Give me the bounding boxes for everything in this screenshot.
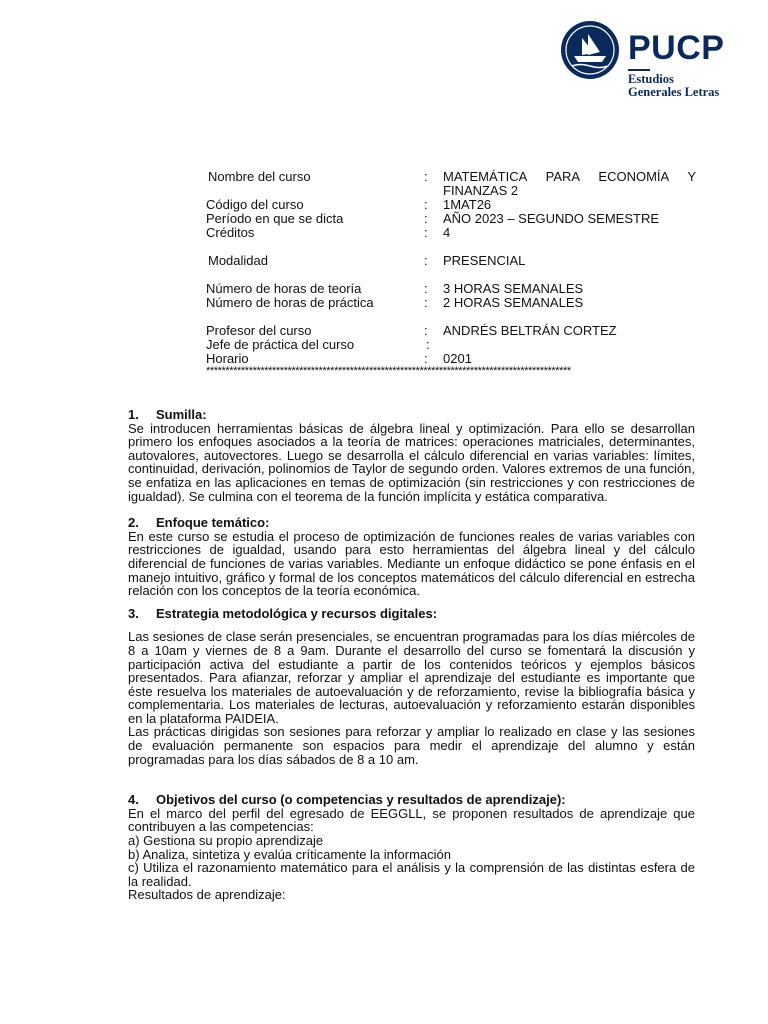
info-label: Período en que se dicta (206, 211, 344, 226)
info-row-jefe-practica (206, 338, 696, 352)
info-label: Modalidad (208, 253, 268, 268)
objective-item: b) Analiza, sintetiza y evalúa críticamente la información (128, 846, 451, 862)
info-colon: : (424, 295, 428, 310)
info-label: Horario (206, 351, 249, 366)
info-label: Profesor del curso (206, 323, 312, 338)
info-label: Número de horas de teoría (206, 281, 362, 296)
info-label: Créditos (206, 225, 255, 240)
section-title: Estrategia metodológica y recursos digitales: (156, 605, 438, 621)
section-number: 2. (128, 515, 139, 531)
info-value: ANDRÉS BELTRÁN CORTEZ (443, 323, 617, 338)
info-colon: : (424, 281, 428, 296)
course-info-table (206, 170, 696, 376)
section-text-enfoque: En este curso se estudia el proceso de optimización de funciones reales de varias variables con restricciones de igualdad, usando para esto herramientas del álgebra lineal y del cálculo diferencial de funciones de varias variables. Mediante un enfoque didáctico se pone énfasis en el manejo intuitivo, gráfico y formal de los conceptos matemáticos del cálculo diferencial en estrecha relación con los conceptos de la teoría económica. (128, 528, 695, 599)
section-text-estrategia-2: Las prácticas dirigidas son sesiones para reforzar y ampliar lo realizado en clase y las sesiones de evaluación permanente son espacios para medir el aprendizaje del alumno y están programadas para los días sábados de 8 a 10 am. (128, 724, 695, 767)
info-value: PRESENCIAL (443, 253, 526, 268)
info-value (443, 338, 696, 352)
info-value: 1MAT26 (443, 197, 492, 212)
info-value (443, 170, 696, 198)
logo-divider (628, 69, 650, 71)
info-row-creditos (206, 226, 696, 240)
info-colon: : (424, 169, 428, 184)
section-heading-objetivos (128, 793, 695, 807)
info-colon: : (424, 211, 428, 226)
info-value: 4 (443, 225, 451, 240)
info-row-horario (206, 352, 696, 366)
section-heading-enfoque (128, 516, 695, 530)
info-colon: : (424, 253, 428, 268)
info-row-nombre (206, 170, 696, 198)
logo-subtitle-line1: Estudios (628, 72, 674, 86)
info-label: Jefe de práctica del curso (206, 337, 355, 352)
info-row-codigo (206, 198, 696, 212)
section-text-objetivos-intro: En el marco del perfil del egresado de EEGGLL, se proponen resultados de aprendizaje que contribuyen a las competencias: (128, 805, 695, 835)
info-colon: : (426, 337, 430, 352)
objective-item: a) Gestiona su propio aprendizaje (128, 833, 324, 849)
document-body (128, 408, 695, 902)
objective-item: c) Utiliza el razonamiento matemático para el análisis y la comprensión de las distintas esfera de la realidad. (128, 860, 695, 889)
section-title: Enfoque temático: (156, 515, 270, 531)
info-value: 2 HORAS SEMANALES (443, 295, 584, 310)
section-title: Sumilla: (156, 407, 207, 422)
info-value: 3 HORAS SEMANALES (443, 281, 584, 296)
section-number: 3. (128, 605, 139, 621)
pucp-seal-icon (560, 20, 620, 80)
section-text-estrategia-1: Las sesiones de clase serán presenciales, se encuentran programadas para los días miércoles de 8 a 10am y viernes de 8 a 9am. Durante el desarrollo del curso se fomentará la discusión y participación activa del estudiante a partir de los contenidos teóricos y ejemplos básicos presentados. Para afianzar, reforzar y ampliar el aprendizaje del estudiante es importante que éste resuelva los materiales de autoevaluación y de reforzamiento, revise la bibliografía básica y complementaria. Los materiales de lecturas, autoevaluación y reforzamiento estarán disponibles en la plataforma PAIDEIA. (128, 629, 695, 726)
logo-subtitle-line2: Generales Letras (628, 85, 720, 99)
info-row-profesor (206, 324, 696, 338)
info-label: Nombre del curso (208, 169, 311, 184)
info-value-line1: MATEMÁTICA PARA ECONOMÍA Y (443, 169, 696, 184)
info-row-periodo (206, 212, 696, 226)
asterisk-separator: ********************************************************************************************** (206, 366, 571, 376)
info-colon: : (424, 323, 428, 338)
info-label: Código del curso (206, 197, 304, 212)
section-heading-estrategia (128, 607, 695, 621)
info-row-horas-practica (206, 296, 696, 310)
section-heading-sumilla (128, 408, 695, 422)
info-value-line2: FINANZAS 2 (443, 183, 519, 198)
section-title: Objetivos del curso (o competencias y resultados de aprendizaje): (156, 792, 566, 808)
section-text-sumilla: Se introducen herramientas básicas de álgebra lineal y optimización. Para ello se desarrollan primero los enfoques asociados a la teoría de matrices: operaciones matriciales, determinantes, autovalores, autovectores. Luego se desarrolla el cálculo diferencial en varias variables: límites, continuidad, derivación, polinomios de Taylor de segundo orden. Valores extremos de una función, se enfatiza en las aplicaciones en temas de optimización (sin restricciones y con restricciones de igualdad). Se culmina con el teorema de la función implícita y estática comparativa. (128, 420, 695, 504)
logo-wordmark: PUCP (628, 29, 725, 67)
pucp-logo (560, 20, 740, 100)
section-number: 4. (128, 792, 139, 808)
section-text-objetivos-outro: Resultados de aprendizaje: (128, 887, 286, 903)
info-colon: : (424, 351, 428, 366)
info-value: AÑO 2023 – SEGUNDO SEMESTRE (443, 211, 660, 226)
info-value: 0201 (443, 351, 472, 366)
info-row-horas-teoria (206, 282, 696, 296)
info-colon: : (424, 197, 428, 212)
info-label: Número de horas de práctica (206, 295, 374, 310)
section-number: 1. (128, 407, 139, 422)
info-colon: : (424, 225, 428, 240)
info-row-modalidad (206, 254, 696, 268)
logo-subtitle (628, 73, 719, 99)
